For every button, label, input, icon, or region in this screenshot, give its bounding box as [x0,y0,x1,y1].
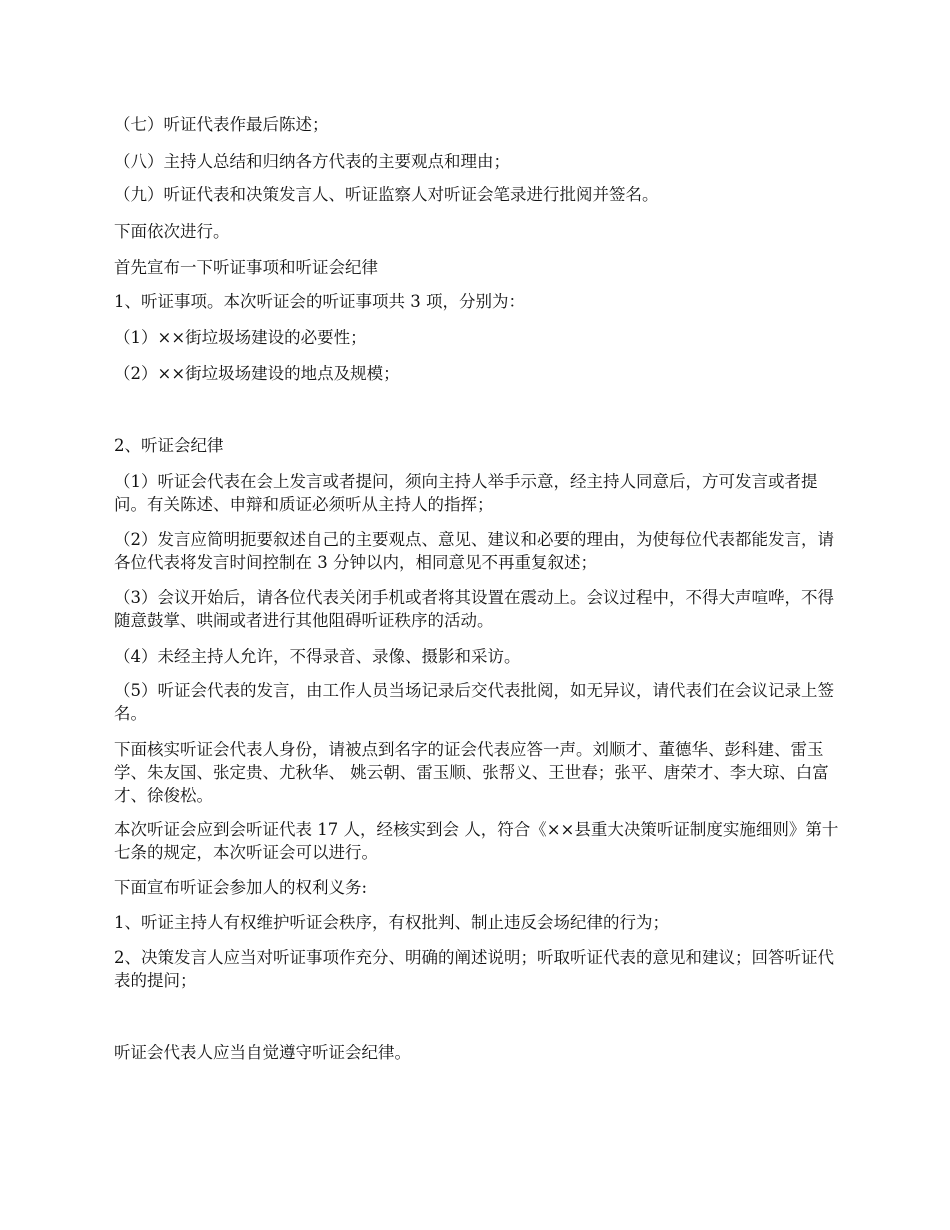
paragraph-rights-heading: 下面宣布听证会参加人的权利义务: [114,878,368,897]
paragraph-proceed: 下面依次进行。 [114,222,230,241]
paragraph-closing: 听证会代表人应当自觉遵守听证会纪律。 [114,1043,411,1062]
paragraph-matter-2: （2）××街垃圾场建设的地点及规模； [114,364,400,383]
paragraph-rule-3: （3）会议开始后，请各位代表关闭手机或者将其设置在震动上。会议过程中，不得大声喧哗，不得随意鼓掌、哄闹或者进行其他阻碍听证秩序的活动。 [114,588,834,630]
paragraph-item-8: （八）主持人总结和归纳各方代表的主要观点和理由； [114,152,510,171]
paragraph-attendance: 本次听证会应到会听证代表 17 人，经核实到会 人，符合《××县重大决策听证制度实施细则》第十七条的规定，本次听证会可以进行。 [114,820,839,862]
paragraph-roll-call: 下面核实听证会代表人身份，请被点到名字的证会代表应答一声。刘顺才、董德华、彭科建、雷玉学、朱友国、张定贵、尤秋华、 姚云朝、雷玉顺、张帮义、王世春；张平、唐荣才、李大琼、白富才、徐俊松。 [114,740,829,805]
paragraph-right-1: 1、听证主持人有权维护听证会秩序，有权批判、制止违反会场纪律的行为； [114,913,669,932]
paragraph-right-2: 2、决策发言人应当对听证事项作充分、明确的阐述说明；听取听证代表的意见和建议；回答听证代表的提问； [114,948,834,990]
paragraph-item-9: （九）听证代表和决策发言人、听证监察人对听证会笔录进行批阅并签名。 [114,185,659,204]
paragraph-rule-5: （5）听证会代表的发言，由工作人员当场记录后交代表批阅，如无异议，请代表们在会议记录上签名。 [114,681,834,723]
paragraph-item-7: （七）听证代表作最后陈述； [114,115,329,134]
section-heading-discipline: 2、听证会纪律 [114,436,224,455]
paragraph-matter-1: （1）××街垃圾场建设的必要性； [114,328,367,347]
paragraph-rule-2: （2）发言应简明扼要叙述自己的主要观点、意见、建议和必要的理由，为使每位代表都能发言，请各位代表将发言时间控制在 3 分钟以内，相同意见不再重复叙述； [114,530,834,572]
paragraph-hearing-matters: 1、听证事项。本次听证会的听证事项共 3 项，分别为： [114,292,525,311]
paragraph-announce: 首先宣布一下听证事项和听证会纪律 [114,258,378,277]
paragraph-rule-1: （1）听证会代表在会上发言或者提问，须向主持人举手示意，经主持人同意后，方可发言或者提问。有关陈述、申辩和质证必须听从主持人的指挥； [114,472,818,514]
paragraph-rule-4: （4）未经主持人允许，不得录音、录像、摄影和采访。 [114,647,521,666]
